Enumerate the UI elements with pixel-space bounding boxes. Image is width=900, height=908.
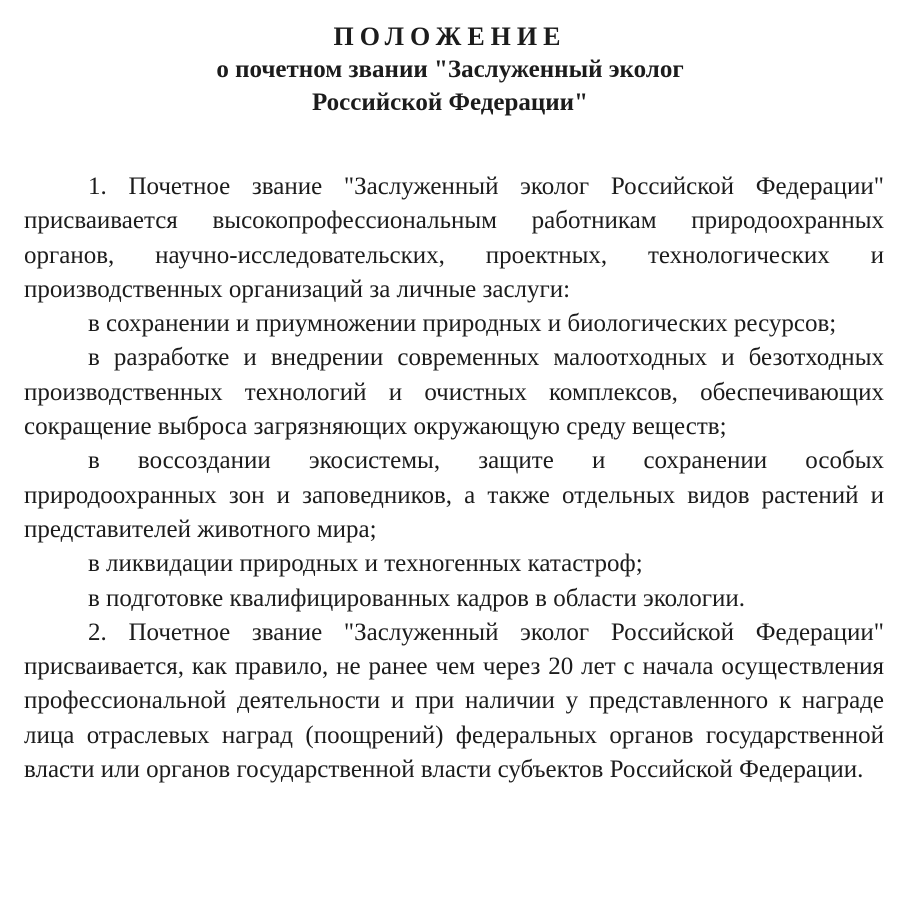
document-subtitle-line-2: Российской Федерации": [312, 89, 588, 116]
document-subtitle-line-1: о почетном звании "Заслуженный эколог: [216, 56, 684, 83]
paragraph-item-training: в подготовке квалифицированных кадров в области экологии.: [88, 584, 746, 612]
paragraph-item-resources: в сохранении и приумножении природных и биологических ресурсов;: [88, 310, 837, 338]
document-title: ПОЛОЖЕНИЕ: [333, 22, 567, 51]
paragraph-item-disasters: в ликвидации природных и техногенных катастроф;: [88, 550, 643, 578]
paragraph-1: 1. Почетное звание "Заслуженный эколог Российской Федерации" присваивается высокопрофессиональным работникам природоохранных органов, научно-исследовательских, проектных, технологических и производственных организаций за личные заслуги:: [24, 173, 884, 303]
paragraph-2: 2. Почетное звание "Заслуженный эколог Российской Федерации" присваивается, как правило, не ранее чем через 20 лет с начала осуществления профессиональной деятельности и при наличии у представленного к награде лица отраслевых наград (поощрений) федеральных органов государственной власти или органов государственной власти субъектов Российской Федерации.: [24, 618, 884, 784]
document-body: [24, 170, 884, 787]
paragraph-item-ecosystem: в воссоздании экосистемы, защите и сохранении особых природоохранных зон и заповедников, а также отдельных видов растений и представителей животного мира;: [24, 447, 884, 543]
paragraph-item-technologies: в разработке и внедрении современных малоотходных и безотходных производственных технологий и очистных комплексов, обеспечивающих сокращение выброса загрязняющих окружающую среду веществ;: [24, 344, 884, 441]
document-heading: [0, 20, 900, 119]
